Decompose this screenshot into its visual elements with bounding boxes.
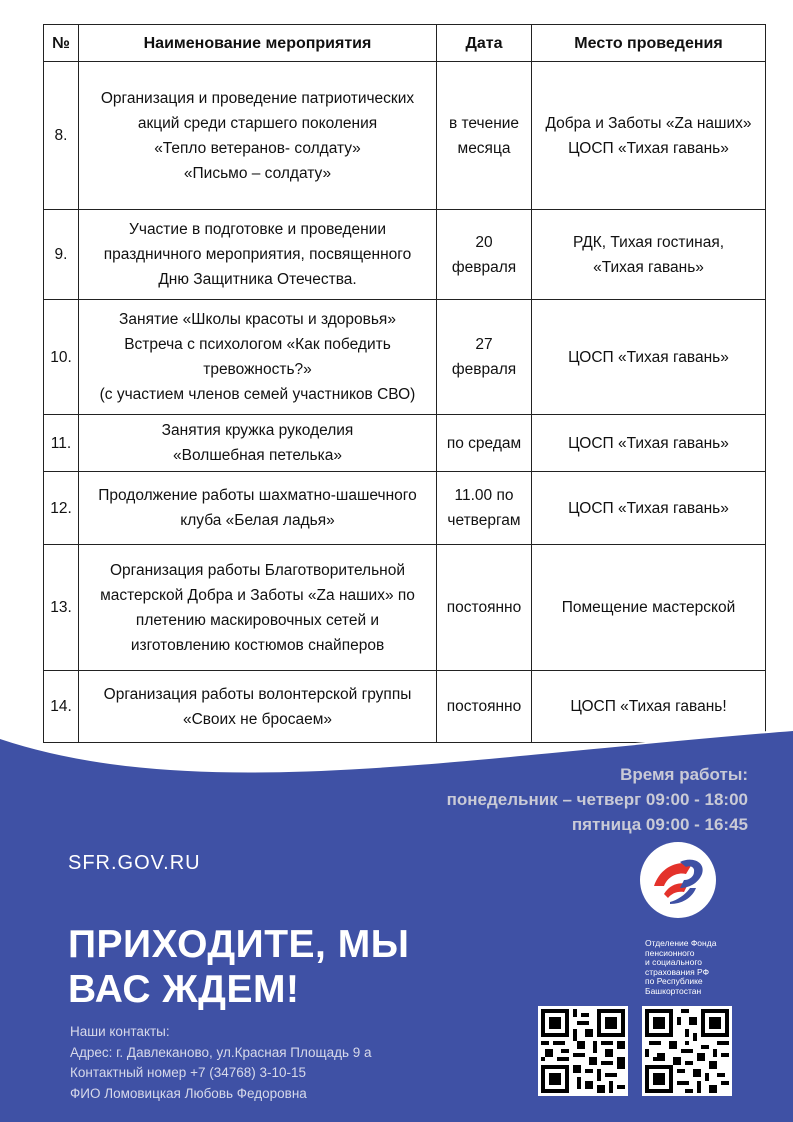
header-date: Дата: [437, 25, 532, 62]
row-place: ЦОСП «Тихая гавань»: [532, 415, 766, 472]
table-row: [44, 415, 766, 472]
row-number: 9.: [44, 210, 79, 300]
sfr-logo-icon: [640, 842, 716, 918]
row-event-name: Занятие «Школы красоты и здоровья» Встреча с психологом «Как победить тревожность?» (с участием членов семей участников СВО): [79, 300, 437, 415]
qr-code-icon[interactable]: [538, 1006, 628, 1096]
table-row: [44, 472, 766, 545]
row-event-name: Организация и проведение патриотических акций среди старшего поколения «Тепло ветеранов- солдату» «Письмо – солдату»: [79, 62, 437, 210]
events-table: [43, 24, 766, 743]
hours-weekdays: понедельник – четверг 09:00 - 18:00: [446, 790, 748, 809]
row-date: по средам: [437, 415, 532, 472]
row-event-name: Продолжение работы шахматно-шашечного клуба «Белая ладья»: [79, 472, 437, 545]
hours-title: Время работы:: [620, 765, 748, 784]
row-place: РДК, Тихая гостиная, «Тихая гавань»: [532, 210, 766, 300]
row-number: 10.: [44, 300, 79, 415]
row-place: Добра и Заботы «Za наших» ЦОСП «Тихая гавань»: [532, 62, 766, 210]
table-row: [44, 545, 766, 671]
row-date: постоянно: [437, 671, 532, 743]
contacts-person: ФИО Ломовицкая Любовь Федоровна: [70, 1085, 307, 1101]
row-date: 27 февраля: [437, 300, 532, 415]
contacts-phone: Контактный номер +7 (34768) 3-10-15: [70, 1065, 307, 1080]
row-place: ЦОСП «Тихая гавань!: [532, 671, 766, 743]
row-number: 13.: [44, 545, 79, 671]
contacts-block: [70, 1022, 372, 1104]
row-date: 20 февраля: [437, 210, 532, 300]
row-place: ЦОСП «Тихая гавань»: [532, 300, 766, 415]
hours-friday: пятница 09:00 - 16:45: [571, 815, 748, 834]
website-link[interactable]: SFR.GOV.RU: [68, 852, 201, 874]
header-event-name: Наименование мероприятия: [79, 25, 437, 62]
row-event-name: Организация работы Благотворительной мастерской Добра и Заботы «Za наших» по плетению маскировочных сетей и изготовлению костюмов снайперов: [79, 545, 437, 671]
organization-name: Отделение Фонда пенсионного и социального страхования РФ по Республике Башкортостан: [645, 938, 717, 996]
row-date: 11.00 по четвергам: [437, 472, 532, 545]
contacts-title: Наши контакты:: [70, 1024, 170, 1039]
row-date: в течение месяца: [437, 62, 532, 210]
row-number: 8.: [44, 62, 79, 210]
qr-code-icon[interactable]: [642, 1006, 732, 1096]
row-event-name: Организация работы волонтерской группы «Своих не бросаем»: [79, 671, 437, 743]
table-row: [44, 300, 766, 415]
row-number: 11.: [44, 415, 79, 472]
row-event-name: Участие в подготовке и проведении праздничного мероприятия, посвященного Дню Защитника Отечества.: [79, 210, 437, 300]
headline: ПРИХОДИТЕ, МЫ ВАС ЖДЕМ!: [68, 923, 410, 1011]
header-number: №: [44, 25, 79, 62]
header-place: Место проведения: [532, 25, 766, 62]
table-header-row: [44, 25, 766, 62]
table-row: [44, 210, 766, 300]
row-number: 14.: [44, 671, 79, 743]
row-date: постоянно: [437, 545, 532, 671]
table-row: [44, 62, 766, 210]
row-place: ЦОСП «Тихая гавань»: [532, 472, 766, 545]
row-place: Помещение мастерской: [532, 545, 766, 671]
row-number: 12.: [44, 472, 79, 545]
working-hours: [447, 762, 748, 837]
contacts-address: Адрес: г. Давлеканово, ул.Красная Площадь 9 а: [70, 1044, 372, 1060]
row-event-name: Занятия кружка рукоделия «Волшебная петелька»: [79, 415, 437, 472]
